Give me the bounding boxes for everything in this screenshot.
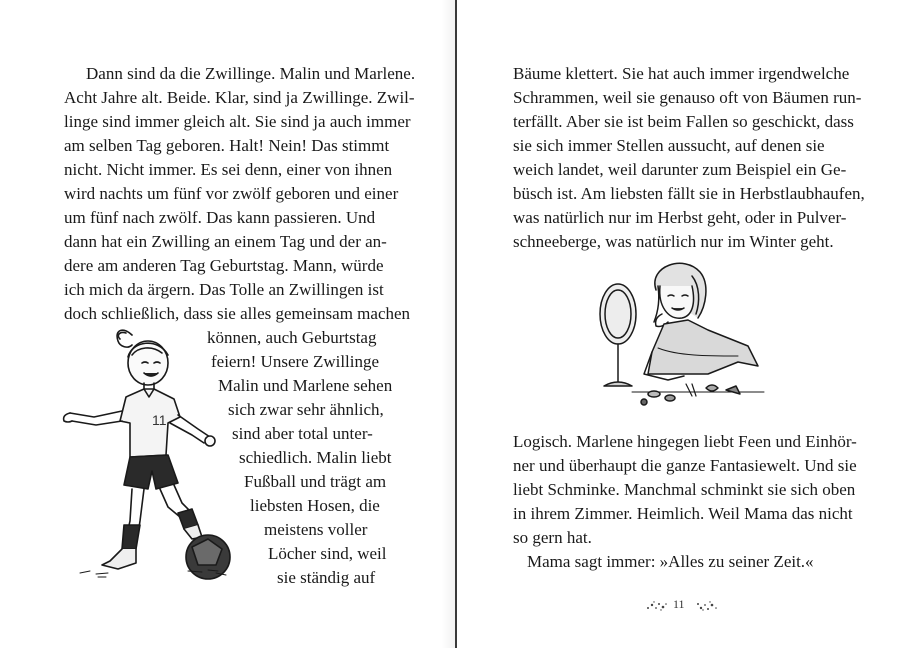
left-text-line: sich zwar sehr ähnlich, xyxy=(228,400,384,419)
left-text-line: um fünf nach zwölf. Das kann passieren. Und xyxy=(64,208,376,227)
left-text-line: dere am anderen Tag Geburtstag. Mann, würde xyxy=(64,256,384,275)
left-text-line: Acht Jahre alt. Beide. Klar, sind ja Zwillinge. Zwil- xyxy=(64,88,415,107)
right-text-line: terfällt. Aber sie ist beim Fallen so geschickt, dass xyxy=(513,112,854,131)
page-number: 11 xyxy=(673,597,685,611)
right-text-line: büsch ist. Am liebsten fällt sie in Herbstlaubhaufen, xyxy=(513,184,865,203)
right-text-line: Logisch. Marlene hingegen liebt Feen und Einhör- xyxy=(513,432,857,451)
right-text-line: sie sich immer Stellen aussucht, auf denen sie xyxy=(513,136,825,155)
right-text-line: in ihrem Zimmer. Heimlich. Weil Mama das nicht xyxy=(513,504,853,523)
left-text-line: sie ständig auf xyxy=(277,568,376,587)
left-text-line: am selben Tag geboren. Halt! Nein! Das stimmt xyxy=(64,136,390,155)
right-text-line: Schrammen, weil sie genauso oft von Bäumen run- xyxy=(513,88,862,107)
left-text-line: können, auch Geburtstag xyxy=(207,328,377,347)
mirror-girl-illustration xyxy=(588,256,768,416)
sparkle-ornament-icon xyxy=(695,600,719,612)
right-text-line: Mama sagt immer: »Alles zu seiner Zeit.« xyxy=(527,552,814,571)
right-text-line: so gern hat. xyxy=(513,528,592,547)
right-text-line: was natürlich nur im Herbst geht, oder in Pulver- xyxy=(513,208,847,227)
left-text-line: doch schließlich, dass sie alles gemeinsam machen xyxy=(64,304,411,323)
left-text-line: wird nachts um fünf vor zwölf geboren und einer xyxy=(64,184,399,203)
left-text-line: Löcher sind, weil xyxy=(268,544,387,563)
left-text-line: liebsten Hosen, die xyxy=(250,496,380,515)
left-text-line: Fußball und trägt am xyxy=(244,472,387,491)
left-text-line: Malin und Marlene sehen xyxy=(218,376,393,395)
page-number-row xyxy=(645,597,725,615)
svg-text:11: 11 xyxy=(152,412,167,428)
soccer-girl-illustration xyxy=(40,325,240,585)
left-text-line: sind aber total unter- xyxy=(232,424,373,443)
right-text-line: Bäume klettert. Sie hat auch immer irgendwelche xyxy=(513,64,850,83)
left-text-line: ich mich da ärgern. Das Tolle an Zwillingen ist xyxy=(64,280,384,299)
right-text-line: schneeberge, was natürlich nur im Winter geht. xyxy=(513,232,834,251)
sparkle-ornament-icon xyxy=(645,600,669,612)
left-text-line: feiern! Unsere Zwillinge xyxy=(211,352,380,371)
left-text-line: meistens voller xyxy=(264,520,368,539)
left-text-line: Dann sind da die Zwillinge. Malin und Marlene. xyxy=(86,64,416,83)
right-text-line: liebt Schminke. Manchmal schminkt sie sich oben xyxy=(513,480,856,499)
gutter-shadow-left xyxy=(441,0,455,648)
left-text-line: linge sind immer gleich alt. Sie sind ja auch immer xyxy=(64,112,411,131)
right-text-line: ner und überhaupt die ganze Fantasiewelt. Und sie xyxy=(513,456,857,475)
right-text-line: weich landet, weil darunter zum Beispiel ein Ge- xyxy=(513,160,847,179)
left-text-line: nicht. Nicht immer. Es sei denn, einer von ihnen xyxy=(64,160,393,179)
left-text-line: schiedlich. Malin liebt xyxy=(239,448,392,467)
left-text-line: dann hat ein Zwilling an einem Tag und der an- xyxy=(64,232,387,251)
